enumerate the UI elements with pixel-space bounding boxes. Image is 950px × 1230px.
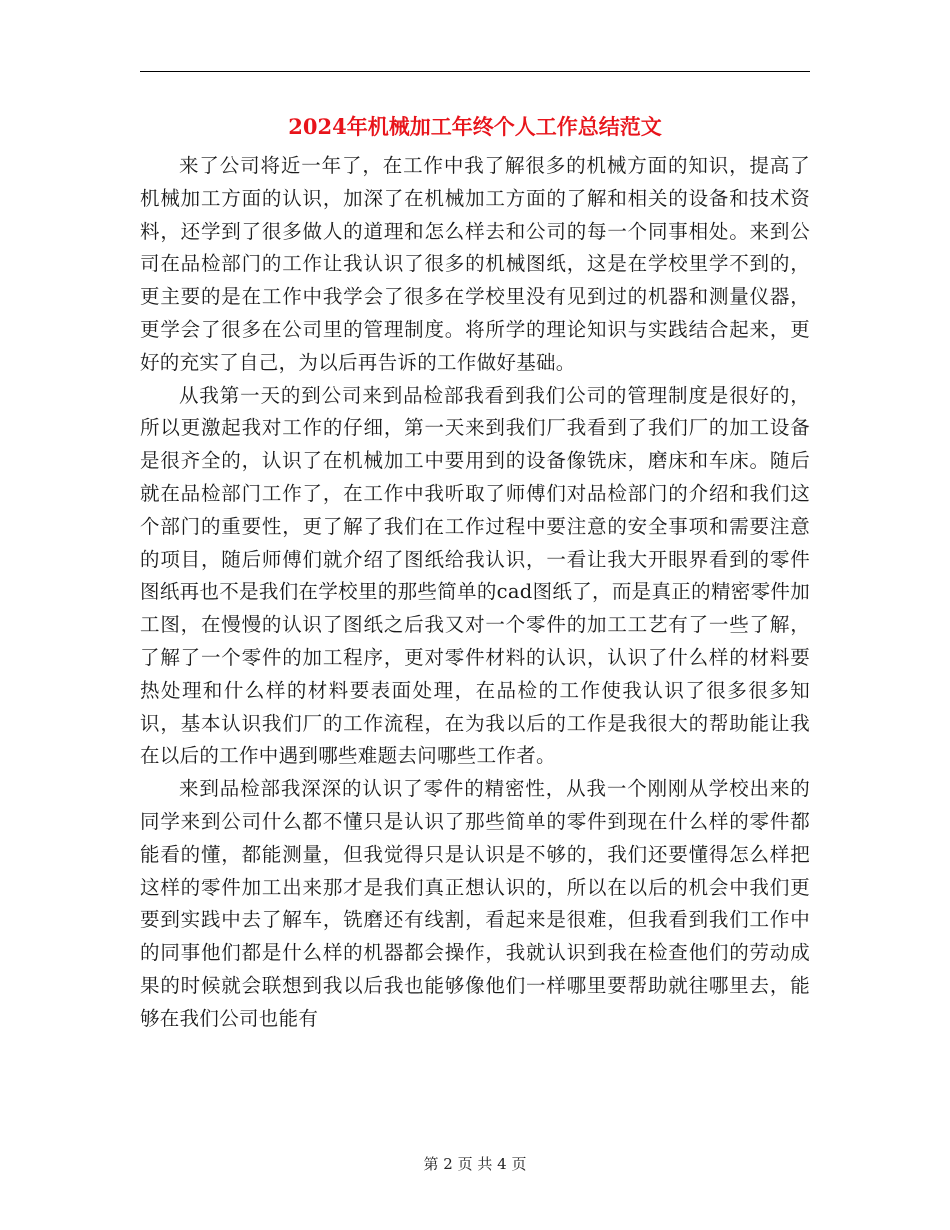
document-body [140, 150, 810, 1036]
header-rule [140, 71, 810, 72]
paragraph-1: 来了公司将近一年了，在工作中我了解很多的机械方面的知识，提高了机械加工方面的认识，加深了在机械加工方面的了解和相关的设备和技术资料，还学到了很多做人的道理和怎么样去和公司的每一个同事相处。来到公司在品检部门的工作让我认识了很多的机械图纸，这是在学校里学不到的，更主要的是在工作中我学会了很多在学校里没有见到过的机器和测量仪器，更学会了很多在公司里的管理制度。将所学的理论知识与实践结合起来，更好的充实了自己，为以后再告诉的工作做好基础。 [140, 154, 810, 374]
document-title: 2024年机械加工年终个人工作总结范文 [288, 114, 662, 139]
paragraph-2: 从我第一天的到公司来到品检部我看到我们公司的管理制度是很好的，所以更激起我对工作的仔细，第一天来到我们厂我看到了我们厂的加工设备是很齐全的，认识了在机械加工中要用到的设备像铣床，磨床和车床。随后就在品检部门工作了，在工作中我听取了师傅们对品检部门的介绍和我们这个部门的重要性，更了解了我们在工作过程中要注意的安全事项和需要注意的项目，随后师傅们就介绍了图纸给我认识，一看让我大开眼界看到的零件图纸再也不是我们在学校里的那些简单的cad图纸了，而是真正的精密零件加工图，在慢慢的认识了图纸之后我又对一个零件的加工工艺有了一些了解，了解了一个零件的加工程序，更对零件材料的认识，认识了什么样的材料要热处理和什么样的材料要表面处理，在品检的工作使我认识了很多很多知识，基本认识我们厂的工作流程，在为我以后的工作是我很大的帮助能让我在以后的工作中遇到哪些难题去问哪些工作者。 [140, 383, 810, 768]
paragraph-3: 来到品检部我深深的认识了零件的精密性，从我一个刚刚从学校出来的同学来到公司什么都不懂只是认识了那些简单的零件到现在什么样的零件都能看的懂，都能测量，但我觉得只是认识是不够的，我们还要懂得怎么样把这样的零件加工出来那才是我们真正想认识的，所以在以后的机会中我们更要到实践中去了解车，铣磨还有线割，看起来是很难，但我看到我们工作中的同事他们都是什么样的机器都会操作，我就认识到我在检查他们的劳动成果的时候就会联想到我以后我也能够像他们一样哪里要帮助就往哪里去，能够在我们公司也能有 [140, 777, 810, 1030]
page-number-footer: 第 2 页 共 4 页 [423, 1155, 527, 1173]
